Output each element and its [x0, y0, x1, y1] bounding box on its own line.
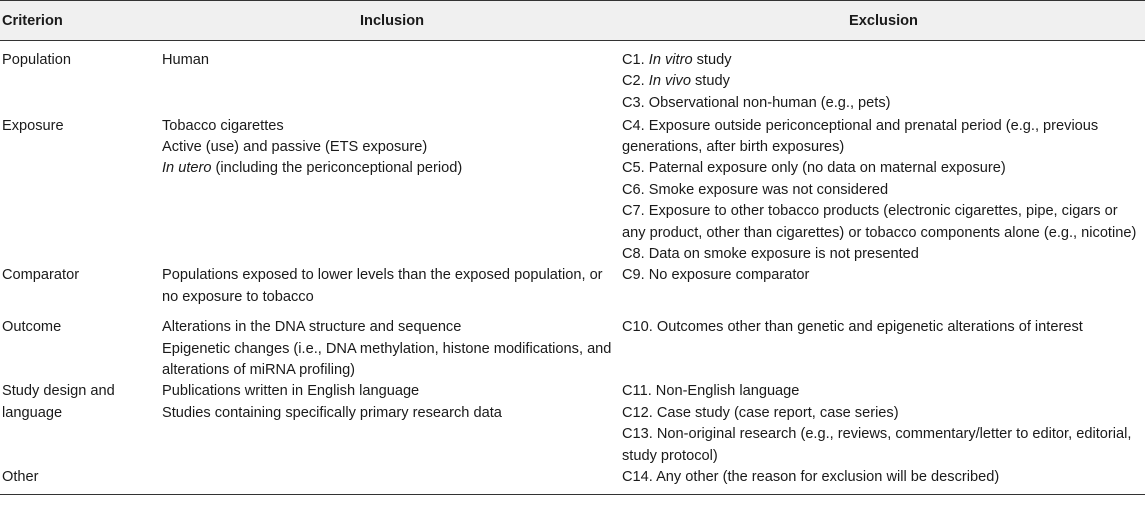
criterion-cell: Outcome: [2, 319, 62, 336]
exclusion-item: C11. Non-English language: [622, 383, 800, 400]
criterion-cell: Exposure: [2, 117, 64, 134]
table-row-outcome: [0, 308, 1145, 381]
exclusion-item: C12. Case study (case report, case series): [622, 404, 899, 421]
exclusion-cell: [622, 265, 1145, 308]
inclusion-item: Epigenetic changes (i.e., DNA methylation, histone modifications, and alterations of miRNA profiling): [162, 340, 612, 378]
table-row-study-design: [0, 381, 1145, 467]
exclusion-item: C13. Non-original research (e.g., reviews, commentary/letter to editor, editorial, study protocol): [622, 426, 1132, 464]
exclusion-cell: [622, 41, 1145, 116]
criterion-cell: Population: [2, 52, 71, 68]
exclusion-item: C7. Exposure to other tobacco products (electronic cigarettes, pipe, cigars or any product, other than cigarettes) or tobacco components alone (e.g., nicotine): [622, 203, 1137, 241]
exclusion-item: C3. Observational non-human (e.g., pets): [622, 94, 891, 111]
inclusion-item: Publications written in English language: [162, 383, 420, 400]
table-row-other: [0, 467, 1145, 495]
inclusion-item: Populations exposed to lower levels than the exposed population, or no exposure to tobacco: [162, 267, 603, 305]
inclusion-cell: [162, 467, 622, 495]
inclusion-item: Human: [162, 52, 210, 68]
table-header: [0, 1, 1145, 41]
inclusion-item: Alterations in the DNA structure and sequence: [162, 319, 462, 336]
exclusion-item: C4. Exposure outside periconceptional and prenatal period (e.g., previous generations, after birth exposures): [622, 117, 1099, 155]
inclusion-cell: [162, 308, 622, 381]
exclusion-item: C8. Data on smoke exposure is not presented: [622, 245, 919, 262]
table-row-comparator: [0, 265, 1145, 308]
table-row-population: [0, 41, 1145, 116]
inclusion-item: In utero (including the periconceptional period): [162, 160, 463, 177]
inclusion-item: Tobacco cigarettes: [162, 117, 284, 134]
exclusion-item: C9. No exposure comparator: [622, 267, 810, 284]
header-criterion: Criterion: [0, 1, 162, 41]
exclusion-cell: [622, 381, 1145, 467]
header-inclusion: Inclusion: [162, 1, 622, 41]
inclusion-cell: [162, 381, 622, 467]
inclusion-cell: [162, 265, 622, 308]
exclusion-item: C1. In vitro study: [622, 52, 732, 68]
header-exclusion: Exclusion: [622, 1, 1145, 41]
exclusion-item: C2. In vivo study: [622, 73, 730, 90]
exclusion-cell: [622, 467, 1145, 495]
criterion-cell: Other: [0, 467, 162, 495]
exclusion-cell: [622, 116, 1145, 266]
exclusion-item: C14. Any other (the reason for exclusion will be described): [622, 469, 1000, 485]
exclusion-item: C10. Outcomes other than genetic and epigenetic alterations of interest: [622, 319, 1083, 336]
criterion-cell: Comparator: [2, 267, 80, 284]
inclusion-item: Active (use) and passive (ETS exposure): [162, 138, 428, 155]
exclusion-item: C5. Paternal exposure only (no data on maternal exposure): [622, 160, 1006, 177]
inclusion-item: Studies containing specifically primary research data: [162, 404, 502, 421]
exclusion-cell: [622, 308, 1145, 381]
table-row-exposure: [0, 116, 1145, 266]
inclusion-cell: [162, 116, 622, 266]
inclusion-cell: [162, 41, 622, 116]
exclusion-item: C6. Smoke exposure was not considered: [622, 181, 889, 198]
criterion-cell: Study design and language: [2, 383, 115, 421]
